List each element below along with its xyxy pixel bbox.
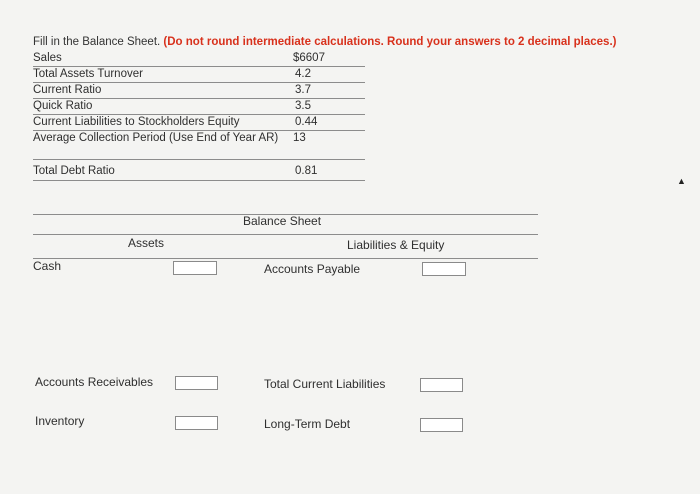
given-row-quick-ratio xyxy=(33,99,365,115)
given-row-cl-to-equity xyxy=(33,115,365,131)
accounts-payable-label: Accounts Payable xyxy=(264,262,361,276)
assets-header: Assets xyxy=(128,236,165,250)
given-row-current-ratio xyxy=(33,83,365,99)
given-value: 4.2 xyxy=(295,68,311,80)
accounts-payable-input[interactable] xyxy=(422,262,466,276)
inventory-label: Inventory xyxy=(35,414,85,428)
given-label: Total Assets Turnover xyxy=(33,68,143,80)
given-label: Current Liabilities to Stockholders Equity xyxy=(33,116,240,128)
balance-sheet-title: Balance Sheet xyxy=(243,214,322,228)
given-label: Quick Ratio xyxy=(33,100,93,112)
divider xyxy=(33,258,538,259)
given-value: 0.44 xyxy=(295,116,318,128)
given-value: 3.5 xyxy=(295,100,311,112)
instructions-emphasis: (Do not round intermediate calculations. Round your answers to 2 decimal places.) xyxy=(163,36,617,48)
given-row-avg-collection xyxy=(33,131,365,160)
given-label: Average Collection Period (Use End of Year AR) xyxy=(33,132,279,144)
liabilities-equity-header: Liabilities & Equity xyxy=(347,238,445,252)
cash-label: Cash xyxy=(33,259,62,273)
given-value: 3.7 xyxy=(295,84,311,96)
instructions-lead: Fill in the Balance Sheet. xyxy=(33,36,161,48)
given-label: Sales xyxy=(33,52,62,64)
given-row-sales xyxy=(33,51,365,67)
inventory-input[interactable] xyxy=(175,416,218,430)
divider xyxy=(33,234,538,235)
total-current-liabilities-input[interactable] xyxy=(420,378,463,392)
instructions xyxy=(33,36,616,48)
cursor-arrow-icon: ▲ xyxy=(677,176,686,186)
cash-input[interactable] xyxy=(173,261,217,275)
given-row-total-debt-ratio xyxy=(33,164,365,181)
given-value: 0.81 xyxy=(295,165,318,177)
given-label: Total Debt Ratio xyxy=(33,165,115,177)
long-term-debt-label: Long-Term Debt xyxy=(264,417,351,431)
given-label: Current Ratio xyxy=(33,84,102,96)
given-value: 13 xyxy=(293,132,306,144)
total-current-liabilities-label: Total Current Liabilities xyxy=(264,377,386,391)
given-data-table xyxy=(33,51,365,181)
long-term-debt-input[interactable] xyxy=(420,418,463,432)
accounts-receivables-input[interactable] xyxy=(175,376,218,390)
given-value: $6607 xyxy=(293,52,325,64)
accounts-receivables-label: Accounts Receivables xyxy=(35,375,154,389)
given-row-total-assets-turnover xyxy=(33,67,365,83)
